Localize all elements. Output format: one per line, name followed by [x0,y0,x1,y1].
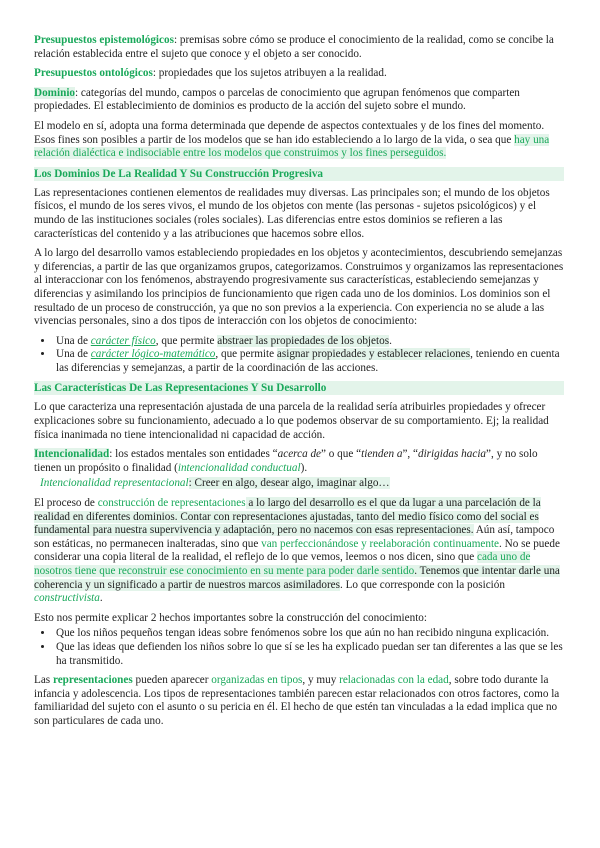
facts-list [34,627,564,668]
term-representational-intentionality: Intencionalidad representacional [40,477,189,490]
term-age: relacionadas con la edad [339,674,449,687]
term-ontological: Presupuestos ontológicos [34,67,153,80]
term-logical-math: carácter lógico-matemático [90,348,216,361]
term-construction: construcción de representaciones [97,497,246,510]
section-heading-characteristics: Las Características De Las Representaciones Y Su Desarrollo [34,381,564,395]
paragraph-two-facts: Esto nos permite explicar 2 hechos importantes sobre la construcción del conocimiento: [34,611,428,624]
highlight-reconstruct: cada uno de nosotros tiene que reconstruir ese conocimiento en su mente para poder darle sentido [34,551,531,577]
term-continuous: van perfeccionándose y reelaboración continuamente [261,537,500,550]
paragraph-model [34,120,564,161]
highlight-abstract: abstraer las propiedades de los objetos [217,334,390,347]
list-item: • Una de carácter físico, que permite abstraer las propiedades de los objetos. [54,335,564,349]
paragraph-ontological [34,67,564,81]
document-page [34,34,564,735]
paragraph-intentionality: Intencionalidad: los estados mentales son entidades “acerca de” o que “tienden a”, “dirigidas hacia”, y no solo tienen un propósito o finalidad (intencionalidad conductual). [34,448,538,474]
paragraph-epistemological [34,34,564,61]
paragraph-construction-process: El proceso de construcción de representaciones a lo largo del desarrollo es el que da lugar a una parcelación de la realidad en diferentes dominios. Contar con representaciones ajustadas, tanto del medio físico como del social es fundamental para nuestra supervivencia y adaptación, pero no nacemos con esas representaciones. Aún así, tampoco son estáticas, no permanecen inalteradas, sino que van perfeccionándose y reelaboración continuamente. No se puede considerar una copia literal de la realidad, el reflejo de lo que vemos, leemos o nos dicen, sino que cada uno de nosotros tiene que reconstruir ese conocimiento en su mente para poder darle sentido. Tenemos que intentar darle una coherencia y un significado a partir de nuestros marcos asimiladores. Lo que corresponde con la posición constructivista. [34,497,560,605]
term-types: organizadas en tipos [211,674,303,687]
paragraph-representation-types: Las representaciones pueden aparecer organizadas en tipos, y muy relacionadas con la edad, sobre todo durante la infancia y adolescencia. Los tipos de representaciones también parecen estar relacionados con otros factores, como la familiaridad del sujeto con el asunto o su pericia en él. El hecho de que estén tan vinculadas a la edad implica que no son particulares de cada uno. [34,674,560,727]
model-highlight: hay una relación dialéctica e indisociable entre los modelos que construimos y los fines perseguidos. [34,133,550,160]
section-heading-domains: Los Dominios De La Realidad Y Su Construcción Progresiva [34,167,564,181]
definition-text: : propiedades que los sujetos atribuyen a la realidad. [152,67,387,80]
term-constructivist: constructivista [34,592,100,605]
paragraph-representational-intentionality [34,477,564,491]
paragraph-domain [34,87,564,114]
highlight-construction: a lo largo del desarrollo es el que da lugar a una parcelación de la realidad en diferentes dominios. Contar con representaciones ajustadas, tanto del medio físico como del social es fundamental para nuestra supervivencia y adaptación, pero no nacemos con esas representaciones. [34,497,541,537]
highlight-relations: asignar propiedades y establecer relaciones [276,348,471,361]
list-item: • Que las ideas que defienden los niños sobre lo que sí se les ha explicado puedan ser tan diferentes a las que se les ha transmitido. [54,641,564,668]
term-domain: Dominio [34,86,76,99]
term-intentionality: Intencionalidad [34,448,110,461]
representational-example: : Creer en algo, desear algo, imaginar algo… [188,477,390,490]
interaction-types-list [34,335,564,376]
paragraph-representations: Las representaciones contienen elementos de realidades muy diversas. Las principales son; el mundo de los objetos físicos, el mundo de los seres vivos, el mundo de los objetos con mente (las personas - sujetos psicológicos) y el mundo de las instituciones sociales (roles sociales). Las diferencias entre estos dominios se refieren a las características del contenido y a las atribuciones que hacemos sobre ellos. [34,186,550,240]
definition-text: : categorías del mundo, campos o parcelas de conocimiento que agrupan fenómenos que comparten propiedades. El establecimiento de dominios es producto de la acción del sujeto sobre el mundo. [34,86,520,113]
term-epistemological: Presupuestos epistemológicos [34,34,174,46]
list-item: • Una de carácter lógico-matemático, que permite asignar propiedades y establecer relaciones, teniendo en cuenta las diferencias y semejanzas, a partir de la coordinación de las acciones. [54,348,564,375]
highlight-frameworks: . Tenemos que intentar darle una coherencia y un significado a partir de nuestros marcos asimiladores [34,565,560,591]
paragraph-characteristics: Lo que caracteriza una representación ajustada de una parcela de la realidad sería atribuirles propiedades y ofrecer explicaciones sobre su funcionamiento, adecuado a lo que podemos observar de su comportamiento. Ej; la realidad física inanimada no tiene intencionalidad ni capacidad de acción. [34,401,549,441]
term-physical: carácter físico [90,334,156,347]
list-item: • Que los niños pequeños tengan ideas sobre fenómenos sobre los que aún no han recibido ninguna explicación. [54,627,564,641]
definition-text: : premisas sobre cómo se produce el conocimiento de la realidad, como se concibe la relación establecida entre el sujeto que conoce y el objeto a ser conocido. [34,34,554,60]
term-behavioral-intentionality: intencionalidad conductual [177,461,301,474]
paragraph-development: A lo largo del desarrollo vamos estableciendo propiedades en los objetos y acontecimientos, descubriendo semejanzas y diferencias, a partir de las que organizamos grupos, categorizamos. Construimos y organizamos las representaciones al interaccionar con los fenómenos, abstrayendo progresivamente sus características, estableciendo semejanzas y diferencias y asimilando los principios de funcionamiento que rigen cada uno de los dominios. Los dominios son el resultado de un proceso de construcción, ya que no son previos a la experiencia. Con experiencia no se alude a las vivencias personales, sino a dos tipos de interacción con los objetos de conocimiento: [34,247,564,328]
model-text: El modelo en sí, adopta una forma determinada que depende de aspectos contextuales y de los fines del momento. Esos fines son posibles a partir de los modelos que se han ido estableciendo a lo largo de la vida, o sea que [34,119,545,146]
term-representations: representaciones [52,674,133,687]
